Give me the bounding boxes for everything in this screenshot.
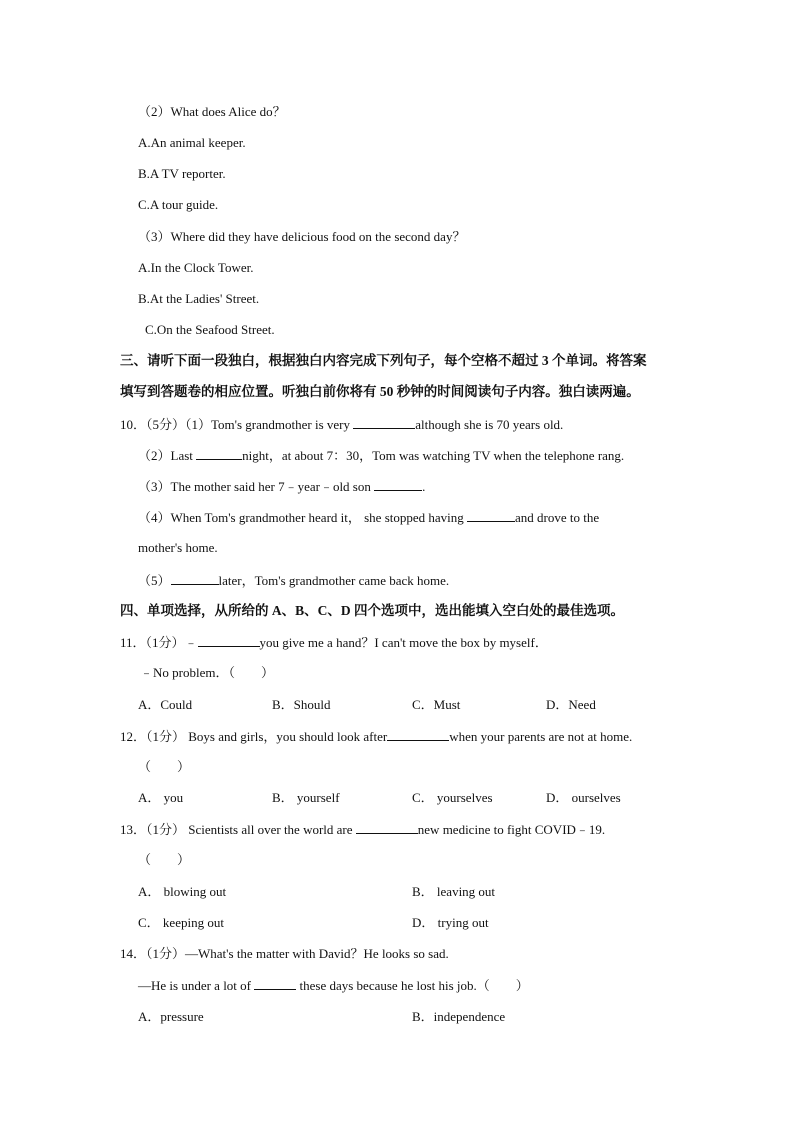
section3-heading-line2: 填写到答题卷的相应位置。听独白前你将有 50 秒钟的时间阅读句子内容。独白读两遍。 [120, 384, 640, 399]
q10-blank-3[interactable] [374, 478, 422, 491]
q10-blank-2[interactable] [196, 447, 242, 460]
q13-answer-paren: （ ） [138, 852, 191, 867]
q12-number: 12．（1分） [120, 729, 186, 744]
q13-blank[interactable] [356, 821, 418, 834]
q13-option-d[interactable]: D． trying out [412, 915, 489, 930]
q10-sentence-2: （2）Last night，at about 7：30，Tom was watching TV when the telephone rang. [138, 448, 625, 463]
q11-stem: 11．（1分）﹣ you give me a hand？I can't move the box by myself． [120, 635, 548, 650]
q13-option-a[interactable]: A． blowing out [138, 884, 227, 899]
q9-sub2-question: （2）What does Alice do？ [138, 104, 286, 119]
q9-sub3-question: （3）Where did they have delicious food on the second day？ [138, 229, 466, 244]
q9-sub2-option-a: A.An animal keeper. [138, 135, 246, 150]
q9-sub3-option-a: A.In the Clock Tower. [138, 260, 254, 275]
q11-blank[interactable] [198, 634, 260, 647]
q11-number: 11．（1分） [120, 635, 185, 650]
q10-sentence-5: （5） later，Tom's grandmother came back home. [138, 573, 450, 588]
q10-blank-1[interactable] [353, 416, 415, 429]
q11-option-a[interactable]: A．Could [138, 697, 193, 712]
q12-answer-paren: （ ） [138, 759, 191, 774]
q13-option-b[interactable]: B． leaving out [412, 884, 496, 899]
q9-sub2-option-c: C.A tour guide. [138, 197, 219, 212]
q14-blank[interactable] [254, 977, 296, 990]
q10-blank-5[interactable] [171, 572, 219, 585]
q10-sentence-4: （4）When Tom's grandmother heard it， she stopped having and drove to the [138, 510, 600, 525]
q10-number: 10．（5分） [120, 417, 186, 432]
section4-heading: 四、单项选择，从所给的 A、B、C、D 四个选项中，选出能填入空白处的最佳选项。 [120, 603, 625, 618]
q14-stem: 14．（1分）—What's the matter with David？He looks so sad. [120, 946, 449, 961]
q12-blank[interactable] [387, 728, 449, 741]
q13-stem: 13．（1分） Scientists all over the world are new medicine to fight COVID﹣19. [120, 822, 606, 837]
q14-option-b[interactable]: B．independence [412, 1009, 506, 1024]
q10-sentence-4-cont: mother's home. [138, 540, 218, 555]
q9-sub3-option-c: C.On the Seafood Street. [145, 322, 275, 337]
q12-option-d[interactable]: D． ourselves [546, 790, 621, 805]
q9-sub3-option-b: B.At the Ladies' Street. [138, 291, 260, 306]
q11-reply: ﹣No problem．（ ） [140, 665, 274, 680]
q11-option-d[interactable]: D．Need [546, 697, 596, 712]
q13-number: 13．（1分） [120, 822, 186, 837]
section3-heading-line1: 三、请听下面一段独白，根据独白内容完成下列句子，每个空格不超过 3 个单词。将答案 [120, 353, 647, 368]
q10-blank-4[interactable] [467, 509, 515, 522]
q13-option-c[interactable]: C． keeping out [138, 915, 224, 930]
q14-option-a[interactable]: A．pressure [138, 1009, 204, 1024]
q14-reply: —He is under a lot of these days because he lost his job.（ ） [138, 978, 529, 993]
q12-option-c[interactable]: C． yourselves [412, 790, 493, 805]
q11-option-b[interactable]: B．Should [272, 697, 331, 712]
q10-sentence-1: 10．（5分）（1）Tom's grandmother is very although she is 70 years old. [120, 417, 564, 432]
q10-sentence-3: （3）The mother said her 7﹣year﹣old son . [138, 479, 426, 494]
q14-number: 14．（1分） [120, 946, 186, 961]
q9-sub2-option-b: B.A TV reporter. [138, 166, 226, 181]
q12-stem: 12．（1分） Boys and girls，you should look after when your parents are not at home. [120, 729, 633, 744]
q12-option-a[interactable]: A． you [138, 790, 184, 805]
q11-option-c[interactable]: C．Must [412, 697, 461, 712]
q12-option-b[interactable]: B． yourself [272, 790, 340, 805]
